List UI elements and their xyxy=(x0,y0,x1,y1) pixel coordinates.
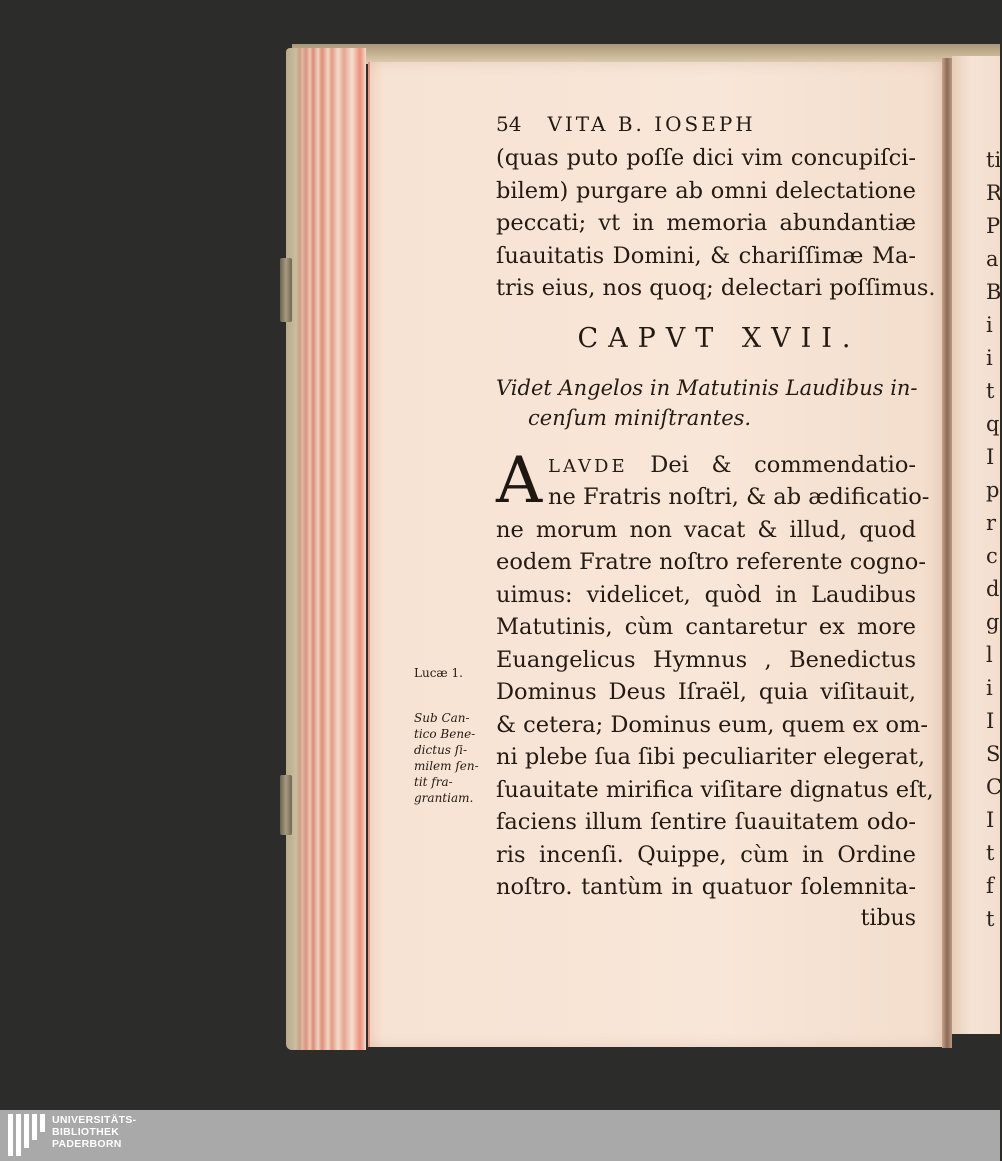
catchword: tibus xyxy=(860,905,916,931)
text-line: eodem Fratre noſtro referente cogno- xyxy=(496,549,926,575)
facing-page-fragment: I xyxy=(986,808,995,832)
subtitle-line: Videt Angelos in Matutinis Laudibus in- xyxy=(496,375,918,400)
margin-note xyxy=(414,710,479,806)
text-line: faciens illum ſentire ſuauitatem odo- xyxy=(496,809,916,835)
chapter-subtitle xyxy=(496,373,916,433)
facing-page-fragment: C xyxy=(986,775,1002,799)
facing-page-fragment: q xyxy=(986,412,1000,436)
text-line: Dominus Deus Iſraël, quia viſitauit, xyxy=(496,679,916,705)
facing-page-fragment: l xyxy=(986,643,993,667)
text-line: tris eius, nos quoq; delectari poſſimus. xyxy=(496,275,936,301)
text-line: & cetera; Dominus eum, quem ex om- xyxy=(496,711,928,738)
facing-page-fragment: i xyxy=(986,676,993,700)
subtitle-line: cenſum miniſtrantes. xyxy=(528,405,752,430)
library-name-line: PADERBORN xyxy=(52,1138,122,1150)
facing-page-fragment: g xyxy=(986,610,1000,634)
running-head xyxy=(496,112,916,142)
facing-page-fragment: S xyxy=(986,742,1001,766)
page-number: 54 xyxy=(496,112,522,136)
text-line: bilem) purgare ab omni delectatione xyxy=(496,177,916,204)
facing-page-fragment: B xyxy=(986,280,1002,304)
running-title: VITA B. IOSEPH xyxy=(547,112,756,136)
margin-note-line: milem ſen- xyxy=(414,759,479,773)
facing-page-fragment: f xyxy=(986,874,994,898)
line-rest: Dei & commendatio- xyxy=(650,451,916,478)
facing-page-fragment: a xyxy=(986,247,999,271)
facing-page-fragment: I xyxy=(986,709,995,733)
facing-page-fragment: I xyxy=(986,445,995,469)
drop-cap: A xyxy=(496,443,543,518)
facing-page-fragment: c xyxy=(986,544,998,568)
text-line: peccati; vt in memoria abundantiæ xyxy=(496,210,916,236)
page-stack-edge xyxy=(286,48,366,1050)
text-line: ſuauitate mirifica viſitare dignatus eſt, xyxy=(496,776,934,803)
facing-page-fragment: d xyxy=(986,577,1000,601)
text-line: ris incenſi. Quippe, cùm in Ordine xyxy=(496,841,916,868)
facing-page-fragment: i xyxy=(986,313,993,337)
facing-page-fragment: R xyxy=(986,181,1002,205)
clasp-icon xyxy=(280,775,292,835)
first-paragraph xyxy=(496,443,934,934)
clasp-icon xyxy=(280,258,292,322)
facing-page-fragment: ti xyxy=(986,148,1002,172)
facing-page-fragment: t xyxy=(986,379,995,403)
text-line: uimus: videlicet, quòd in Laudibus xyxy=(496,581,916,608)
right-page-edge xyxy=(952,56,1000,1034)
library-name xyxy=(52,1114,136,1150)
margin-note-line: Sub Can- xyxy=(414,711,470,725)
library-name-line: BIBLIOTHEK xyxy=(52,1126,120,1138)
library-name-line: UNIVERSITÄTS- xyxy=(52,1114,137,1126)
margin-note-line: grantiam. xyxy=(414,791,474,805)
page-text-block xyxy=(496,112,936,934)
text-line: ne Fratris noſtri, & ab ædificatio- xyxy=(548,484,930,510)
smallcaps-word: LAVDE xyxy=(548,455,628,477)
book-gutter xyxy=(942,58,952,1048)
library-logo-icon xyxy=(8,1114,48,1156)
text-line: ne morum non vacat & illud, quod xyxy=(496,516,916,543)
margin-reference: Lucæ 1. xyxy=(414,666,463,680)
facing-page-fragment: i xyxy=(986,346,993,370)
facing-page-fragment: t xyxy=(986,907,995,931)
chapter-title: CAPVT XVII. xyxy=(577,322,861,354)
text-line: noſtro. tantùm in quatuor ſolemnita- xyxy=(496,874,916,900)
margin-note-line: dictus ſi- xyxy=(414,743,468,757)
text-line xyxy=(496,449,916,482)
text-line: (quas puto poſſe dici vim concupiſci- xyxy=(496,145,916,171)
facing-page-fragment: r xyxy=(986,511,997,535)
margin-note-line: tit fra- xyxy=(414,775,453,789)
margin-note-line: tico Bene- xyxy=(414,727,476,741)
facing-page-fragment: P xyxy=(986,214,1001,238)
text-line: ſuauitatis Domini, & chariſſimæ Ma- xyxy=(496,242,916,269)
text-line: Matutinis, cùm cantaretur ex more xyxy=(496,614,916,640)
facing-page-fragment: t xyxy=(986,841,995,865)
text-line: Euangelicus Hymnus , Benedictus xyxy=(496,646,916,673)
text-line: ni plebe ſua ſibi peculiariter elegerat, xyxy=(496,744,926,770)
library-footer xyxy=(0,1110,1000,1161)
book-top-edge xyxy=(292,44,1000,64)
facing-page-fragment: p xyxy=(986,478,1000,502)
